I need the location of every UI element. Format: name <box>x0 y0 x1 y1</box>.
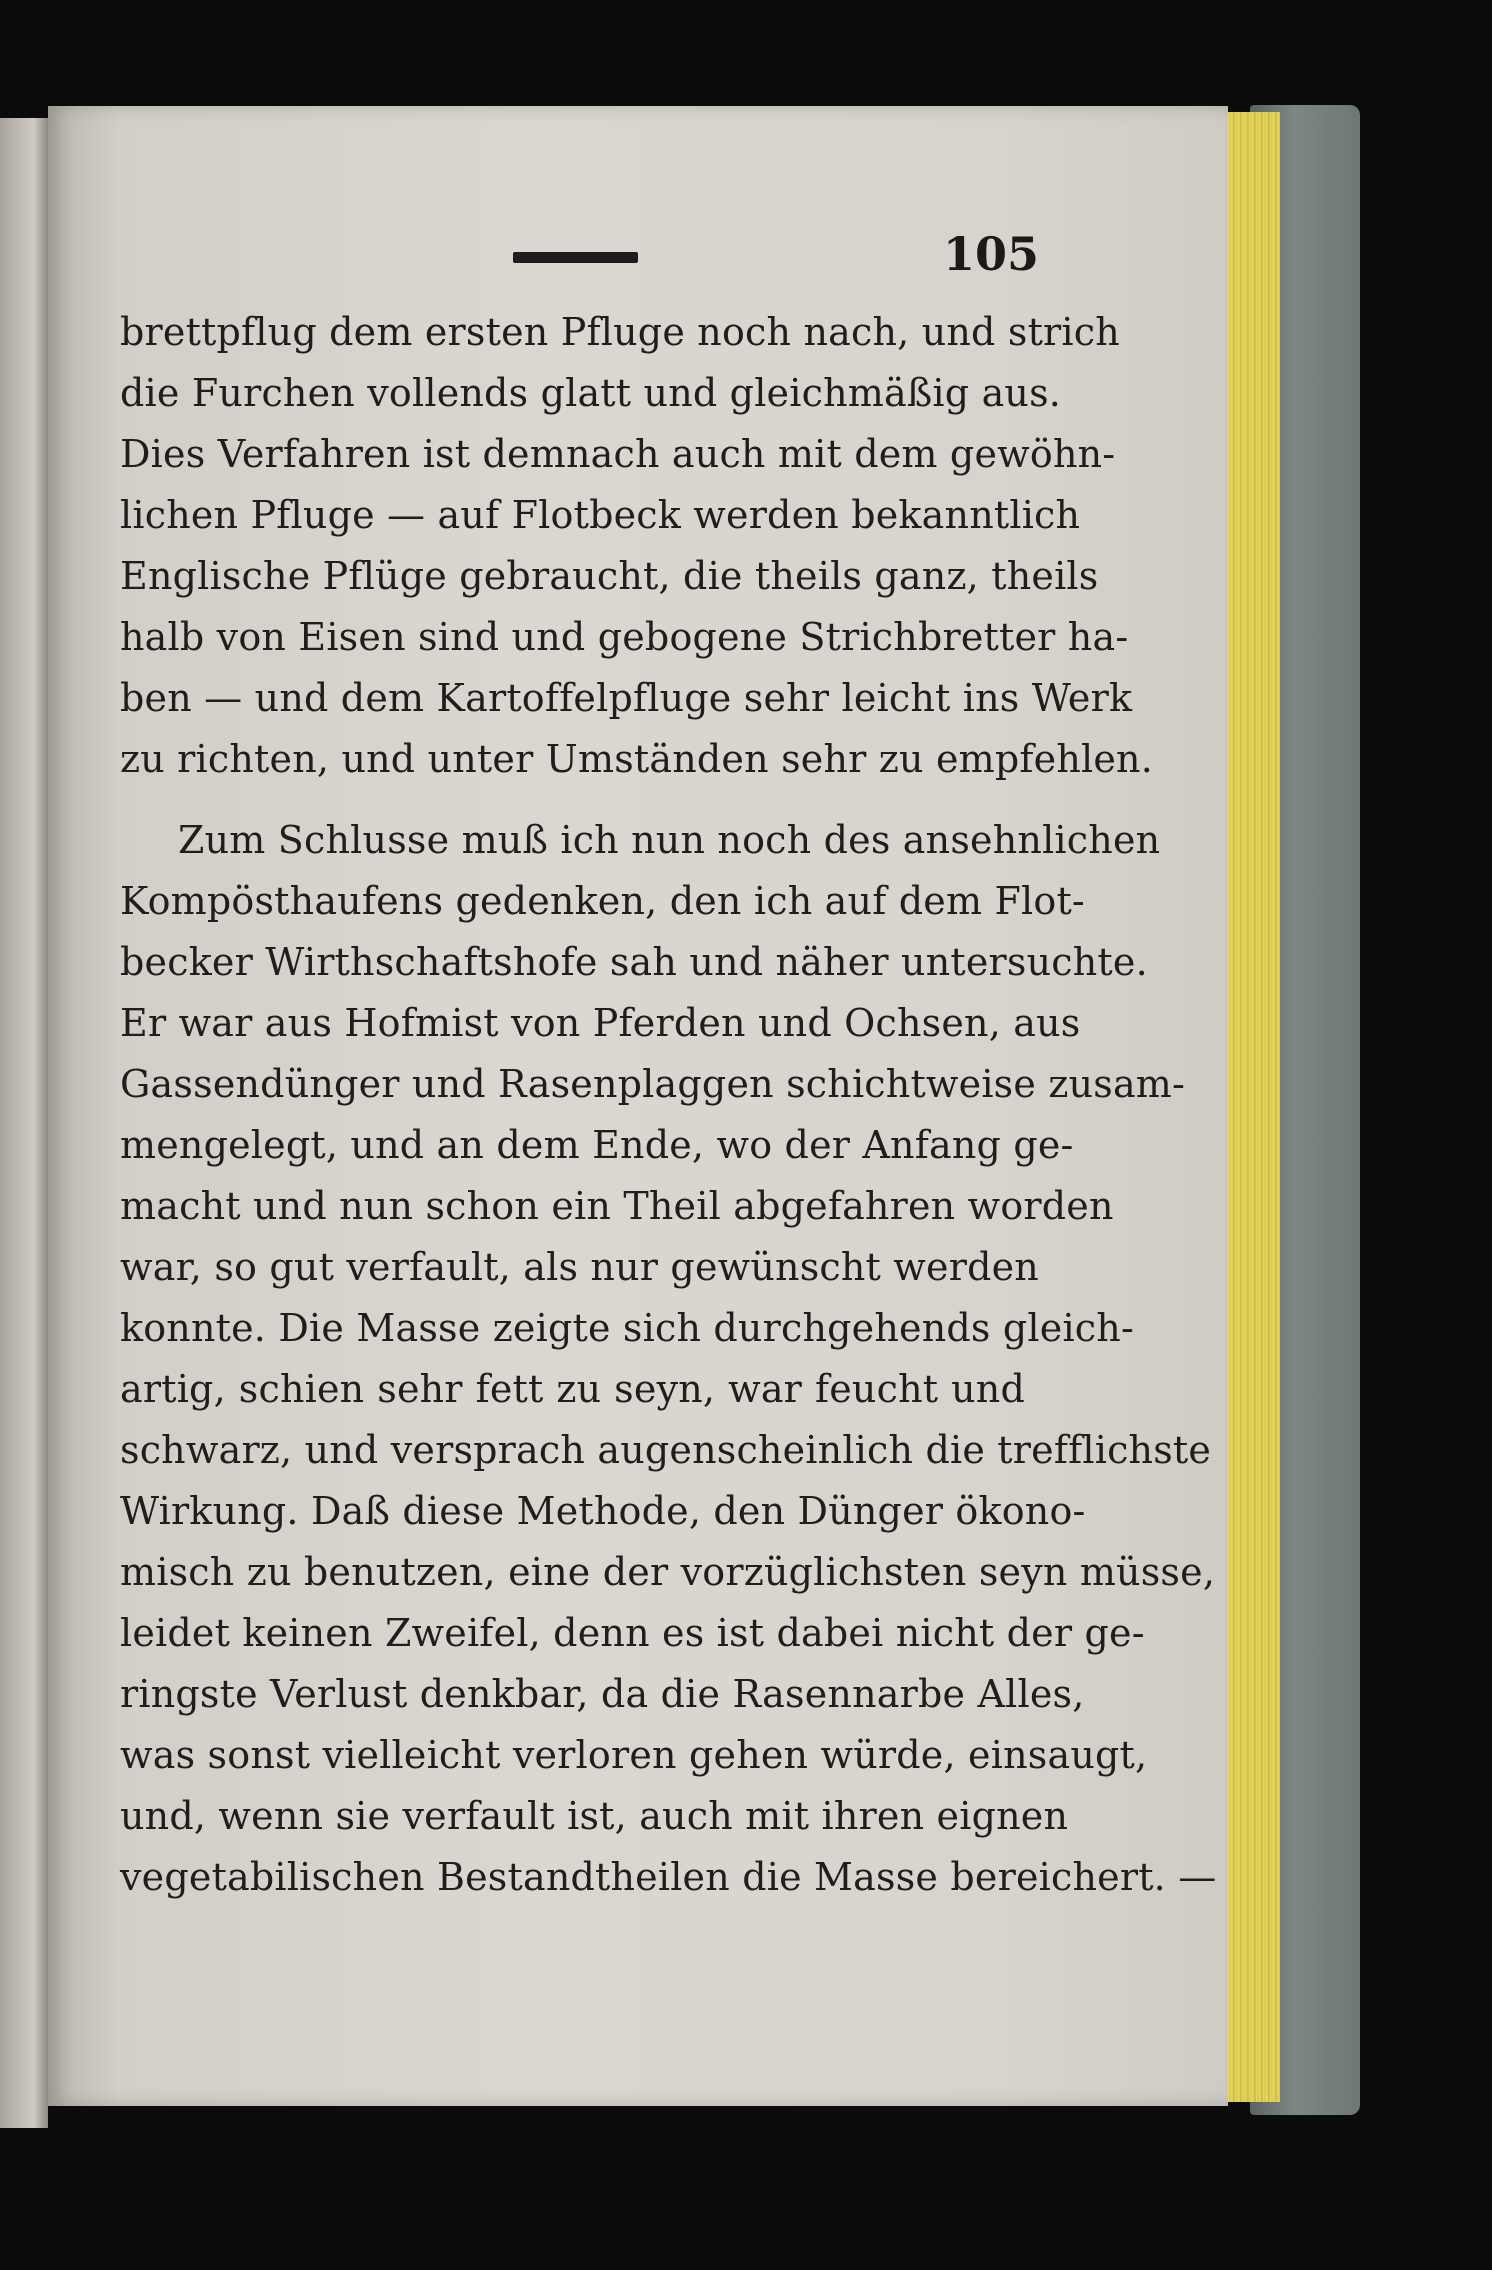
facing-page-edge <box>0 118 48 2128</box>
text-line: macht und nun schon ein Theil abgefahren worden <box>120 1184 1114 1228</box>
page-edges <box>1222 112 1280 2102</box>
text-line: die Furchen vollends glatt und gleichmäßig aus. <box>120 371 1062 415</box>
header-rule <box>513 252 638 263</box>
text-line: mengelegt, und an dem Ende, wo der Anfang ge- <box>120 1123 1074 1167</box>
text-line: misch zu benutzen, eine der vorzüglichsten seyn müsse, <box>120 1550 1216 1594</box>
text-line: becker Wirthschaftshofe sah und näher untersuchte. <box>120 940 1148 984</box>
text-line: konnte. Die Masse zeigte sich durchgehends gleich- <box>120 1306 1134 1350</box>
text-line: Dies Verfahren ist demnach auch mit dem gewöhn- <box>120 432 1116 476</box>
text-line: halb von Eisen sind und gebogene Strichbretter ha- <box>120 615 1129 659</box>
paragraph-gap <box>120 790 1025 810</box>
text-line: vegetabilischen Bestandtheilen die Masse bereichert. — <box>120 1855 1217 1899</box>
text-line: ringste Verlust denkbar, da die Rasennarbe Alles, <box>120 1672 1085 1716</box>
text-line: war, so gut verfault, als nur gewünscht werden <box>120 1245 1039 1289</box>
text-line: Er war aus Hofmist von Pferden und Ochsen, aus <box>120 1001 1081 1045</box>
text-line: Wirkung. Daß diese Methode, den Dünger ökono- <box>120 1489 1086 1533</box>
text-line: Zum Schlusse muß ich nun noch des ansehnlichen <box>178 818 1161 862</box>
text-line: Kompösthaufens gedenken, den ich auf dem Flot- <box>120 879 1085 923</box>
text-line: leidet keinen Zweifel, denn es ist dabei nicht der ge- <box>120 1611 1145 1655</box>
text-line: lichen Pfluge — auf Flotbeck werden bekanntlich <box>120 493 1081 537</box>
text-line: und, wenn sie verfault ist, auch mit ihren eignen <box>120 1794 1069 1838</box>
text-line: Gassendünger und Rasenplaggen schichtweise zusam- <box>120 1062 1186 1106</box>
text-line: was sonst vielleicht verloren gehen würde, einsaugt, <box>120 1733 1148 1777</box>
text-line: ben — und dem Kartoffelpfluge sehr leicht ins Werk <box>120 676 1133 720</box>
text-line: zu richten, und unter Umständen sehr zu empfehlen. <box>120 737 1154 781</box>
text-line: artig, schien sehr fett zu seyn, war feucht und <box>120 1367 1025 1411</box>
text-line: schwarz, und versprach augenscheinlich die trefflichste <box>120 1428 1212 1472</box>
text-line: brettpflug dem ersten Pfluge noch nach, und strich <box>120 310 1120 354</box>
body-text <box>120 302 1217 1908</box>
text-line: Englische Pflüge gebraucht, die theils ganz, theils <box>120 554 1099 598</box>
page-number: 105 <box>943 227 1040 281</box>
book-page <box>48 106 1228 2106</box>
